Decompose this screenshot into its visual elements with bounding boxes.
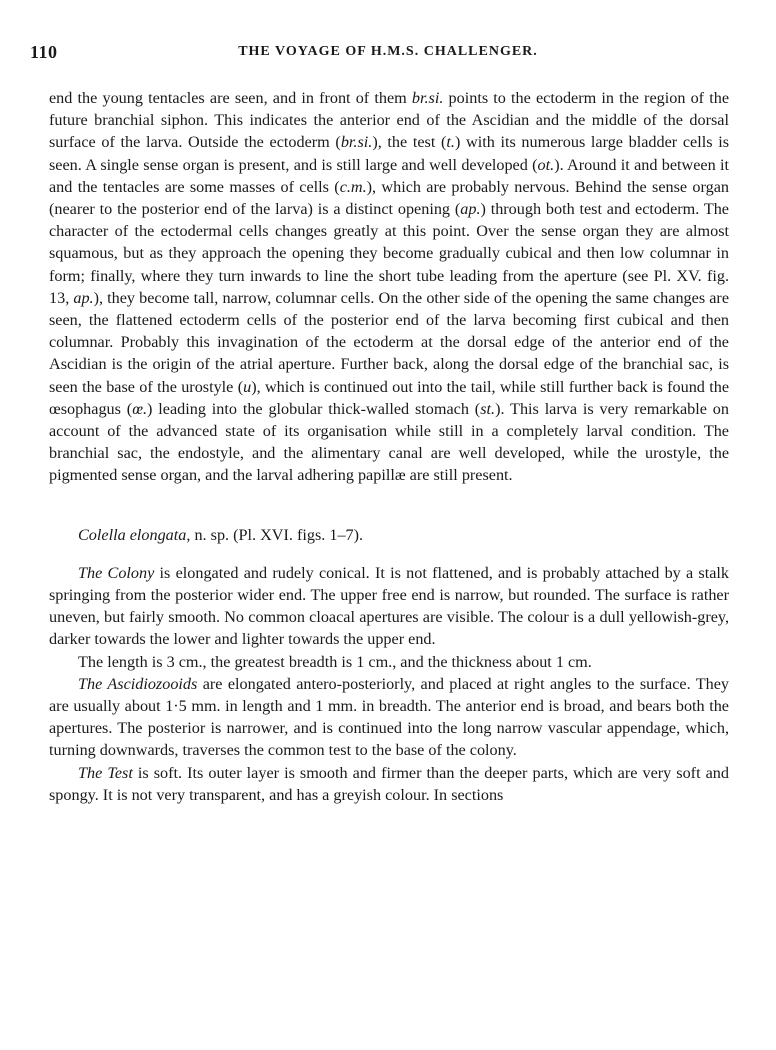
- page-header: [0, 42, 776, 66]
- page-number: 110: [30, 42, 58, 62]
- body-text: [49, 87, 729, 806]
- paragraph-colony: The Colony is elongated and rudely conical. It is not flattened, and is probably attached by a stalk springing from the posterior wider end. The upper free end is narrow, but rounded. The surface is rather uneven, but fairly smooth. No common cloacal apertures are visible. The colour is a dull yellowish-grey, darker towards the lower and lighter towards the upper end.: [49, 563, 729, 649]
- species-name: Colella elongata: [78, 525, 187, 544]
- paragraph-test: The Test is soft. Its outer layer is smooth and firmer than the deeper parts, which are very soft and spongy. It is not very transparent, and has a greyish colour. In sections: [49, 763, 729, 804]
- paragraph-dimensions: The length is 3 cm., the greatest breadth is 1 cm., and the thickness about 1 cm.: [78, 652, 592, 671]
- paragraph-ascidiozooids: The Ascidiozooids are elongated antero-posteriorly, and placed at right angles to the surface. They are usually about 1·5 mm. in length and 1 mm. in breadth. The anterior end is broad, and bears both the apertures. The posterior is narrower, and is continued into the long narrow vascular appendage, which, turning downwards, traverses the common test to the base of the colony.: [49, 674, 730, 760]
- species-heading: Colella elongata, n. sp. (Pl. XVI. figs. 1–7).: [78, 525, 364, 544]
- running-title: THE VOYAGE OF H.M.S. CHALLENGER.: [238, 44, 538, 59]
- paragraph-larva-description: end the young tentacles are seen, and in front of them br.si. points to the ectoderm in the region of the future branchial siphon. This indicates the anterior end of the Ascidian and the middle of the dorsal surface of the larva. Outside the ectoderm (br.si.), the test (t.) with its numerous large bladder cells is seen. A single sense organ is present, and is still large and well developed (ot.). Around it and between it and the tentacles are some masses of cells (c.m.), which are probably nervous. Behind the sense organ (nearer to the posterior end of the larva) is a distinct opening (ap.) through both test and ectoderm. The character of the ectodermal cells changes greatly at this point. Over the sense organ they are almost squamous, but as they approach the opening they become gradually cubical and then low columnar in form; finally, where they turn inwards to line the short tube leading from the aperture (see Pl. XV. fig. 13, ap.), they become tall, narrow, columnar cells. On the other side of the opening the same changes are seen, the flattened ectoderm cells of the posterior end of the larva becoming first cubical and then columnar. Probably this invagination of the ectoderm at the dorsal edge of the anterior end of the Ascidian is the origin of the atrial aperture. Further back, along the dorsal edge of the branchial sac, is seen the base of the urostyle (u), which is continued out into the tail, while still further back is found the œsophagus (œ.) leading into the globular thick-walled stomach (st.). This larva is very remarkable on account of the advanced state of its organisation while still in a completely larval condition. The branchial sac, the endostyle, and the alimentary canal are well developed, while the urostyle, the pigmented sense organ, and the larval adhering papillæ are still present.: [49, 89, 730, 485]
